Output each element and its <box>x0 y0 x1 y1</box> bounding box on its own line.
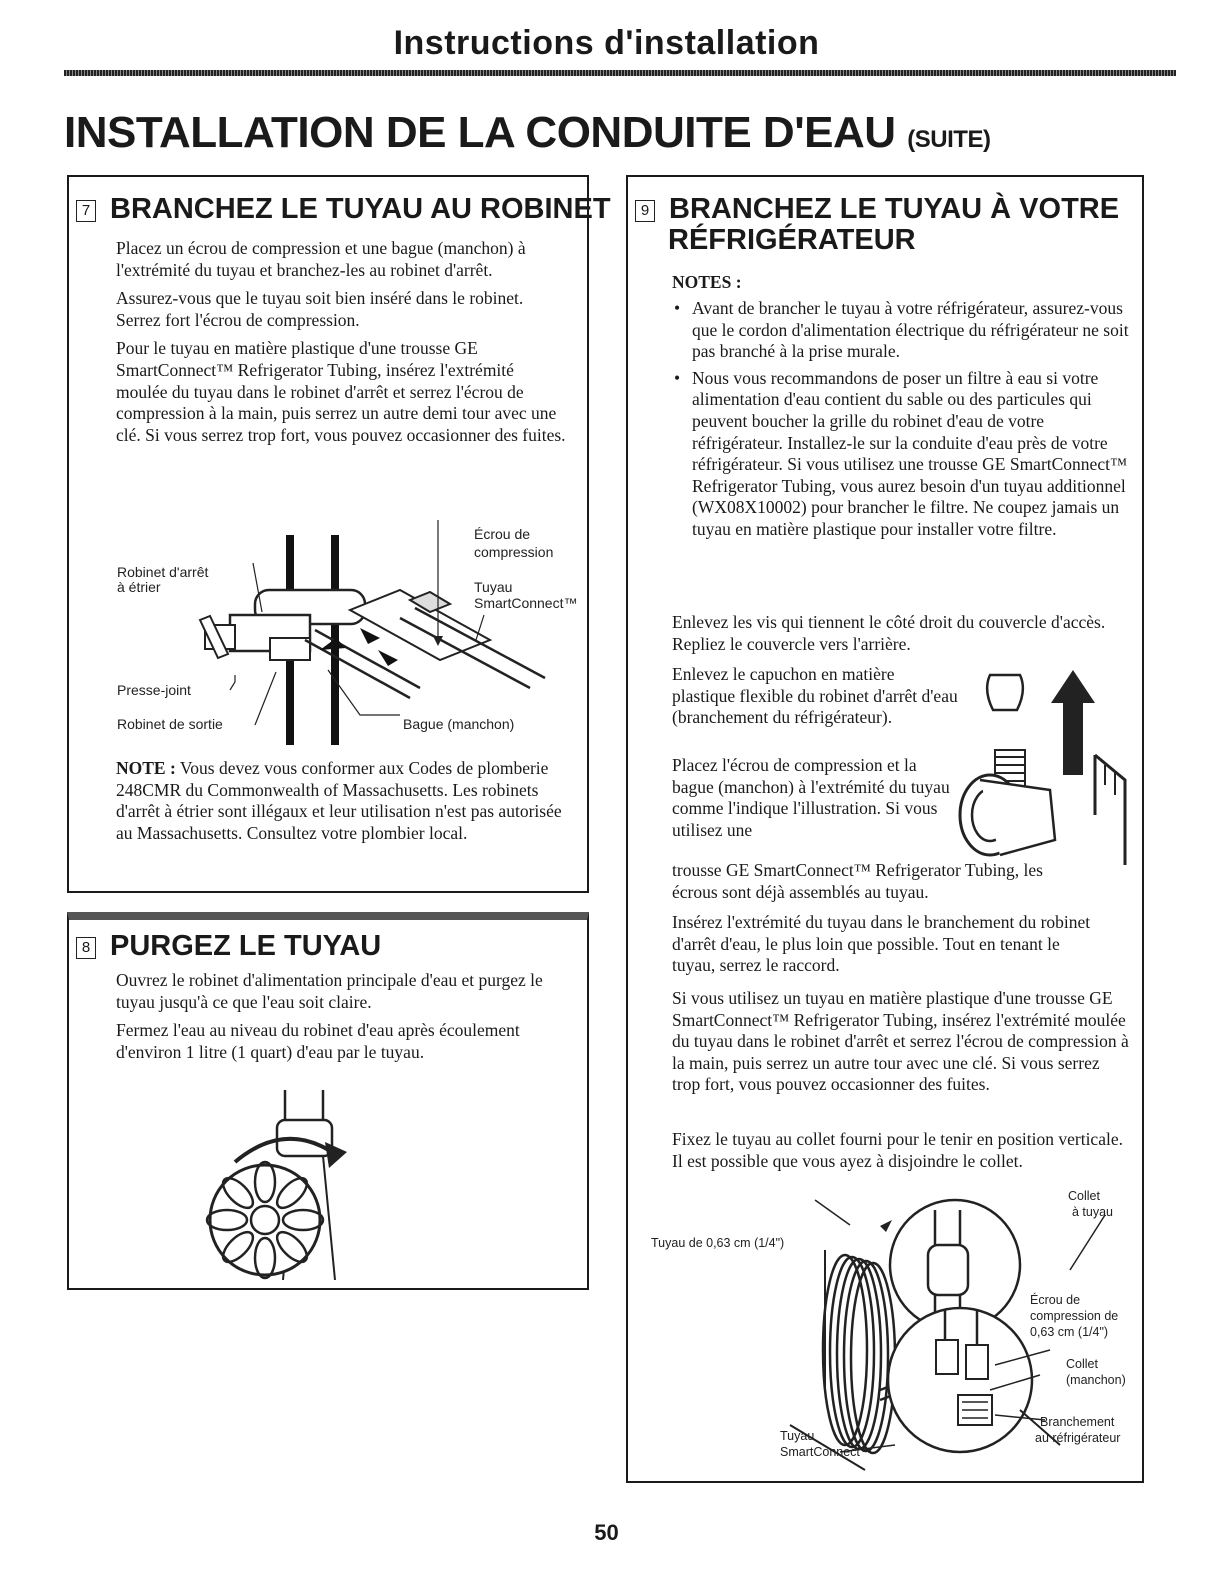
label-tuyau-sc: Tuyau <box>780 1429 815 1443</box>
refrigerator-valve-illustration <box>955 665 1135 865</box>
section-8-paragraph: Ouvrez le robinet d'alimentation principale d'eau et purgez le tuyau jusqu'à ce que l'eau soit claire. <box>116 970 543 1012</box>
section-9-title-line1: BRANCHEZ LE TUYAU À VOTRE <box>669 193 1120 225</box>
section-9-para4: Si vous utilisez un tuyau en matière plastique d'une trousse GE SmartConnect™ Refrigerator Tubing, insérez l'extrémité moulée du tuyau dans le robinet d'arrêt et serrez l'écrou de compression à la main, puis serrez un autre tour avec une clé. Si vous serrez trop fort, vous pouvez occasionner des fuites. <box>672 988 1129 1095</box>
label-presse-joint: Presse-joint <box>117 682 191 698</box>
section-9-notes <box>672 298 1134 546</box>
label-ecrou: Écrou de <box>474 526 531 542</box>
label-a-etrier: à étrier <box>117 579 161 595</box>
section-9-para2b: Placez l'écrou de compression et la bague (manchon) à l'extrémité du tuyau comme l'indique l'illustration. Si vous utilisez une <box>672 755 950 840</box>
section-7-title: BRANCHEZ LE TUYAU AU ROBINET <box>110 193 611 225</box>
label-ecrou-1: Écrou de <box>1030 1293 1081 1307</box>
label-collet-2: (manchon) <box>1066 1373 1126 1387</box>
page-number: 50 <box>594 1520 619 1545</box>
shutoff-valve-handle-illustration <box>195 1090 395 1280</box>
section-8-paragraph: Fermez l'eau au niveau du robinet d'eau après écoulement d'environ 1 litre (1 quart) d'eau par le tuyau. <box>116 1020 520 1062</box>
note-label: NOTE : <box>116 758 176 778</box>
section-7-paragraph: Assurez-vous que le tuyau soit bien inséré dans le robinet. Serrez fort l'écrou de compression. <box>116 288 524 330</box>
page-header: Instructions d'installation <box>393 24 820 62</box>
section-7-number: 7 <box>76 200 96 222</box>
note-item: • Avant de brancher le tuyau à votre réfrigérateur, assurez-vous que le cordon d'alimentation électrique du réfrigérateur ne soit pas branché à la prise murale. <box>672 298 1134 363</box>
main-title-suffix: (SUITE) <box>907 126 991 153</box>
section-7-heading <box>76 193 611 225</box>
section-7-paragraph: Pour le tuyau en matière plastique d'une trousse GE SmartConnect™ Refrigerator Tubing, insérez l'extrémité moulée du tuyau dans le robinet d'arrêt et serrez l'écrou de compression à la main, puis serrez un autre demi tour avec une clé. Si vous serrez trop fort, vous pouvez occasionner des fuites. <box>116 338 566 445</box>
label-collet-tuyau-1: Collet <box>1068 1189 1100 1203</box>
label-compression: compression <box>474 544 554 560</box>
label-smartconnect-sc: SmartConnect™ <box>780 1445 873 1459</box>
label-collet-tuyau-2: à tuyau <box>1072 1205 1114 1219</box>
note-item: • Nous vous recommandons de poser un filtre à eau si votre alimentation d'eau contient du sable ou des particules qui peuvent boucher la grille du robinet d'eau de votre réfrigérateur. Installez-le sur la conduite d'eau près de votre réfrigérateur. Si vous utilisez une trousse GE SmartConnect™ Refrigerator Tubing, vous aurez besoin d'un tuyau additionnel (WX08X10002) pour brancher le filtre. Ne coupez jamais un tuyau en matière plastique pour installer votre filtre. <box>672 368 1134 541</box>
section-9-title-line2: RÉFRIGÉRATEUR <box>668 224 916 256</box>
header-rule <box>64 70 1176 76</box>
section-7-note <box>116 758 566 844</box>
section-9-heading <box>635 193 1119 225</box>
label-tuyau-diametre: Tuyau de 0,63 cm (1/4") <box>651 1236 785 1250</box>
section-7-body <box>116 238 566 453</box>
label-ecrou-2: compression de <box>1030 1309 1119 1323</box>
label-tuyau: Tuyau <box>474 579 513 595</box>
section-9-para2c: trousse GE SmartConnect™ Refrigerator Tubing, les écrous sont déjà assemblés au tuyau. <box>672 860 1043 902</box>
section-7-paragraph: Placez un écrou de compression et une bague (manchon) à l'extrémité du tuyau et branchez-les au robinet d'arrêt. <box>116 238 526 280</box>
section-9-para3: Insérez l'extrémité du tuyau dans le branchement du robinet d'arrêt d'eau, le plus loin que possible. Tout en tenant le tuyau, serrez le raccord. <box>672 912 1091 976</box>
label-ecrou-3: 0,63 cm (1/4") <box>1030 1325 1109 1339</box>
main-title-text: INSTALLATION DE LA CONDUITE D'EAU <box>64 108 896 157</box>
section-9-para1: Enlevez les vis qui tiennent le côté droit du couvercle d'accès. Repliez le couvercle vers l'arrière. <box>672 612 1106 654</box>
section-9-para5: Fixez le tuyau au collet fourni pour le tenir en position verticale. Il est possible que vous ayez à disjoindre le collet. <box>672 1129 1123 1171</box>
section-9-notes-label: NOTES : <box>672 272 742 292</box>
section-8-title: PURGEZ LE TUYAU <box>110 930 382 962</box>
section-9-number: 9 <box>635 200 655 222</box>
label-collet-1: Collet <box>1066 1357 1098 1371</box>
section-8-number: 8 <box>76 937 96 959</box>
label-robinet-sortie: Robinet de sortie <box>117 716 223 732</box>
page-title <box>64 108 990 158</box>
section-9-para2a: Enlevez le capuchon en matière plastique flexible du robinet d'arrêt d'eau (branchement du réfrigérateur). <box>672 664 958 728</box>
label-branchement-1: Branchement <box>1040 1415 1115 1429</box>
label-smartconnect: SmartConnect™ <box>474 595 578 611</box>
label-branchement-2: au réfrigérateur <box>1035 1431 1121 1445</box>
section-8-heading <box>76 930 381 962</box>
section-8-body <box>116 970 556 1070</box>
label-robinet-arret: Robinet d'arrêt <box>117 564 209 580</box>
label-bague: Bague (manchon) <box>403 716 515 732</box>
note-text: Vous devez vous conformer aux Codes de plomberie 248CMR du Commonwealth of Massachusetts. Les robinets d'arrêt à étrier sont illégaux et leur utilisation n'est pas autorisée au Massachusetts. Consultez votre plombier local. <box>116 758 562 843</box>
